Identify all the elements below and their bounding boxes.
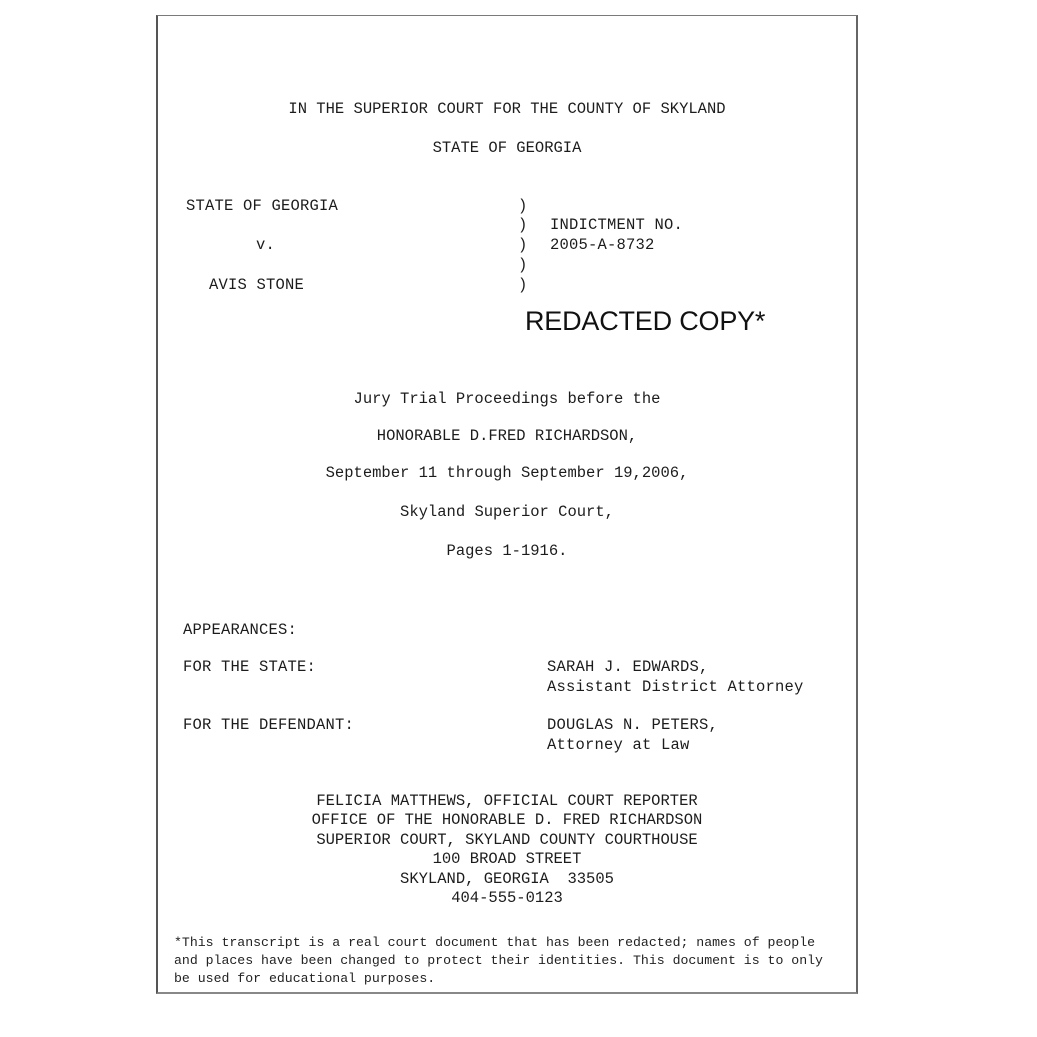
reporter-address: 100 BROAD STREET: [432, 850, 582, 868]
proceedings-pages: Pages 1-1916.: [446, 542, 568, 560]
state-attorney-name: SARAH J. EDWARDS,: [547, 658, 709, 676]
court-heading: IN THE SUPERIOR COURT FOR THE COUNTY OF SKYLAND: [288, 100, 726, 118]
versus-text: v.: [256, 236, 276, 254]
reporter-phone: 404-555-0123: [451, 889, 563, 907]
caption-bracket: ): [518, 197, 528, 215]
reporter-line: SUPERIOR COURT, SKYLAND COUNTY COURTHOUSE: [316, 831, 698, 849]
proceedings-court: Skyland Superior Court,: [400, 503, 614, 521]
indictment-number: 2005-A-8732: [550, 236, 655, 254]
plaintiff-name: STATE OF GEORGIA: [186, 197, 339, 215]
defendant-appearance-label: FOR THE DEFENDANT:: [183, 716, 355, 734]
caption-bracket: ): [518, 216, 528, 234]
reporter-line: FELICIA MATTHEWS, OFFICIAL COURT REPORTER: [316, 792, 698, 810]
redaction-footnote: *This transcript is a real court document that has been redacted; names of people and places have been changed to protect their identities. This document is to only be used for educational purposes.: [174, 935, 823, 986]
reporter-line: OFFICE OF THE HONORABLE D. FRED RICHARDSON: [311, 811, 703, 829]
state-heading: STATE OF GEORGIA: [432, 139, 582, 157]
indictment-label: INDICTMENT NO.: [550, 216, 684, 234]
proceedings-dates: September 11 through September 19,2006,: [325, 464, 689, 482]
proceedings-judge: HONORABLE D.FRED RICHARDSON,: [376, 427, 638, 445]
caption-bracket: ): [518, 256, 528, 274]
caption-bracket: ): [518, 236, 528, 254]
redacted-copy-stamp: REDACTED COPY*: [525, 306, 766, 336]
defense-attorney-title: Attorney at Law: [547, 736, 690, 754]
defendant-name: AVIS STONE: [209, 276, 305, 294]
state-appearance-label: FOR THE STATE:: [183, 658, 317, 676]
state-attorney-title: Assistant District Attorney: [547, 678, 804, 696]
proceedings-line: Jury Trial Proceedings before the: [353, 390, 661, 408]
reporter-city: SKYLAND, GEORGIA 33505: [400, 870, 614, 888]
defense-attorney-name: DOUGLAS N. PETERS,: [547, 716, 719, 734]
caption-bracket: ): [518, 276, 528, 294]
document-page: [156, 15, 858, 994]
appearances-heading: APPEARANCES:: [183, 621, 298, 639]
